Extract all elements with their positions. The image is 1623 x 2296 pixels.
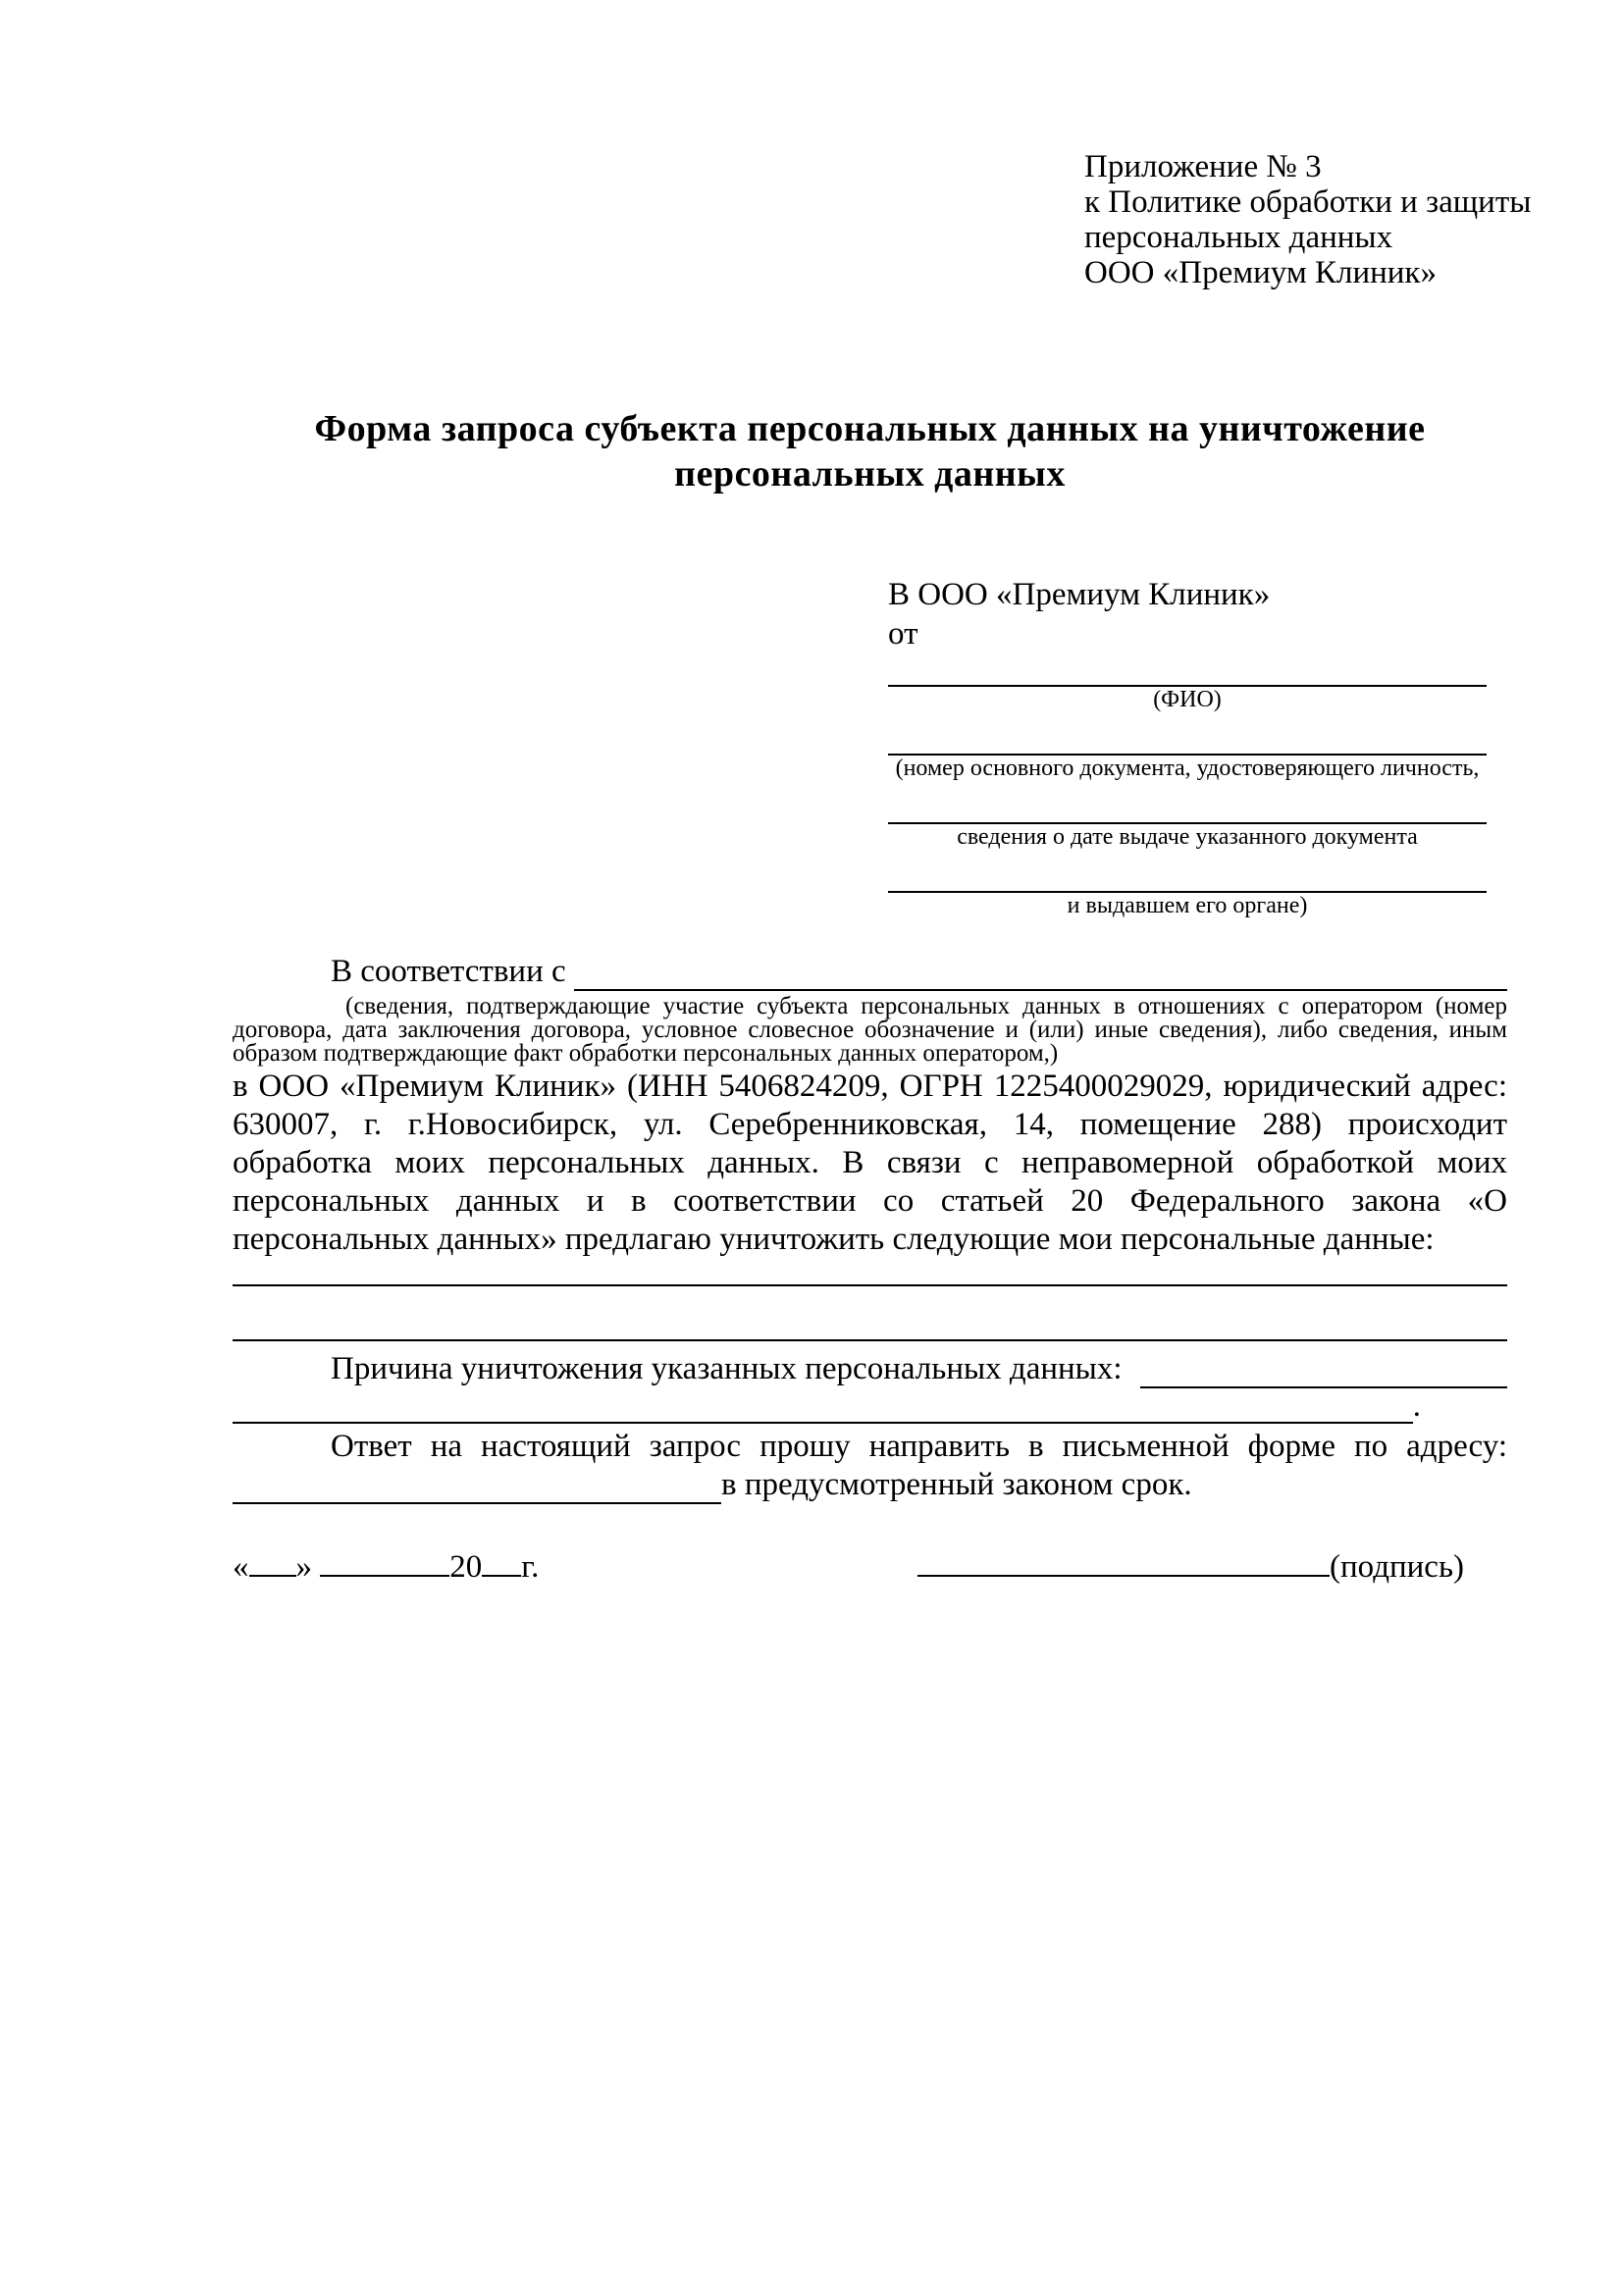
page-title: Форма запроса субъекта персональных данных на уничтожение персональных данных [314,408,1426,495]
date-month-blank-line [320,1547,449,1577]
date-quote-close: » [295,1549,312,1585]
doc-issue-date-blank-line [888,781,1487,824]
fine-print-note: (сведения, подтверждающие участие субъекта персональных данных в отношениях с оператором (номер договора, дата заключения договора, условное словесное обозначение и (или) иные сведения), либо сведения, иным образом подтверждающие факт обработки персональных данных оператором,) [233,993,1507,1067]
personal-data-blank-line-2 [233,1286,1507,1341]
reason-row [233,1349,1507,1388]
line-end-period: . [1412,1388,1421,1424]
header-note-line: Приложение № 3 [1084,149,1322,184]
according-label: В соответствии с [331,954,574,989]
date-field [233,1547,539,1587]
addressee-from-label: от [888,616,918,652]
doc-issue-date-field [888,781,1487,850]
doc-issuer-caption: и выдавшем его органе) [1067,893,1308,918]
reason-blank-line [1140,1355,1507,1388]
reason-label: Причина уничтожения указанных персональных данных: [331,1351,1130,1386]
main-paragraph: в ООО «Премиум Клиник» (ИНН 5406824209, ОГРН 1225400029029, юридический адрес: 630007, г. г.Новосибирск, ул. Серебренниковская, 14, помещение 288) происходит обработка моих персональных данных. В связи с неправомерной обработкой моих персональных данных и в соответствии со статьей 20 Федерального закона «О персональных данных» предлагаю уничтожить следующие мои персональные данные: [233,1069,1507,1257]
addressee-to: В ООО «Премиум Клиник» [888,577,1271,612]
signature-field [917,1547,1464,1587]
signature-caption: (подпись) [1330,1549,1464,1585]
personal-data-blank-line-1 [233,1259,1507,1286]
date-year-prefix: 20 [449,1549,483,1585]
header-note [1084,149,1532,290]
date-year-suffix: г. [521,1549,540,1585]
doc-issuer-field [888,850,1487,918]
fio-caption: (ФИО) [1153,687,1222,712]
address-blank-line [233,1475,721,1504]
doc-number-caption: (номер основного документа, удостоверяющего личность, [895,756,1480,781]
according-row [233,952,1507,991]
date-year-blank-line [482,1547,521,1577]
fio-blank-line [888,653,1487,687]
addressee-block [888,575,1487,918]
header-note-line: персональных данных [1084,220,1393,255]
fio-field [888,653,1487,712]
header-note-line: к Политике обработки и защиты [1084,184,1532,220]
date-quote-open: « [233,1549,249,1585]
signature-blank-line [917,1547,1330,1577]
response-tail-text: в предусмотренный законом срок. [721,1467,1192,1502]
according-blank-line [574,958,1507,991]
date-day-blank-line [249,1547,296,1577]
reason-continuation-row [233,1388,1421,1424]
doc-issue-date-caption: сведения о дате выдаче указанного документа [957,824,1418,850]
doc-number-blank-line [888,712,1487,756]
header-note-line: ООО «Премиум Клиник» [1084,255,1437,290]
doc-number-field [888,712,1487,781]
reason-continuation-blank-line [233,1390,1413,1424]
doc-issuer-blank-line [888,850,1487,893]
date-signature-row [233,1547,1507,1587]
response-tail-row [233,1466,1507,1504]
response-paragraph: Ответ на настоящий запрос прошу направить в письменной форме по адресу: [331,1429,1507,1464]
